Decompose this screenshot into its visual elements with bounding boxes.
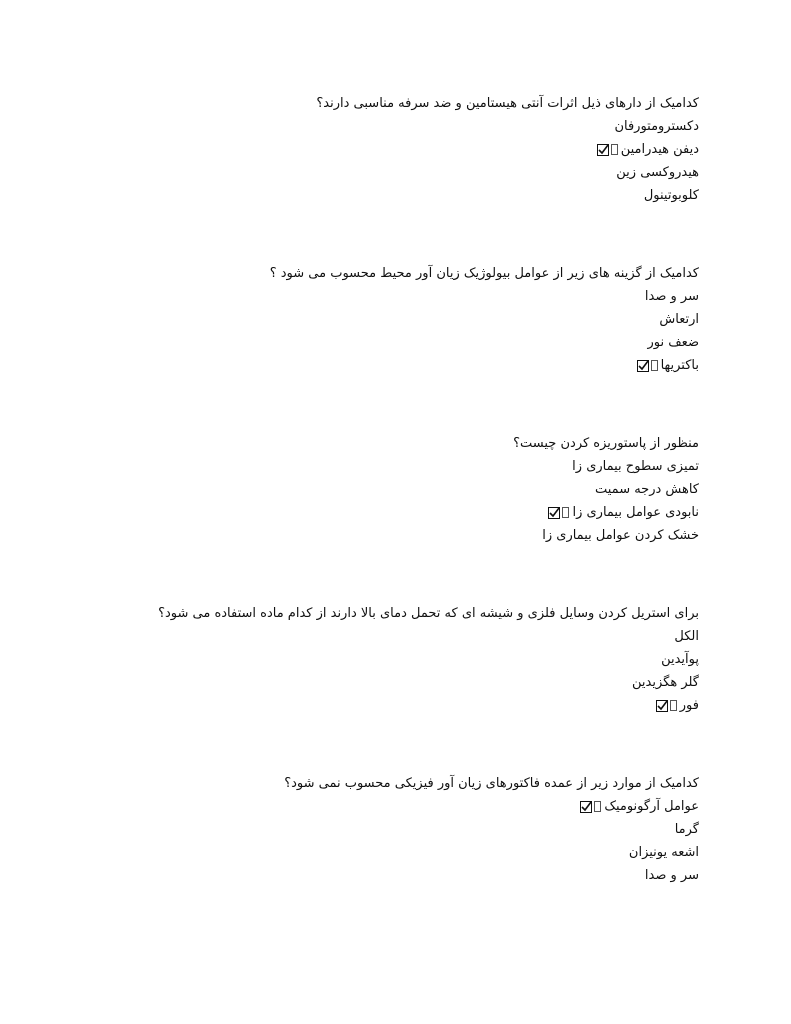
empty-box-icon [670,700,677,711]
option-label: اشعه یونیزان [628,845,699,860]
options-list [270,285,699,377]
checkbox-checked-icon [637,360,649,372]
question-text: کدامیک از دارهای ذیل اثرات آنتی هیستامین و ضد سرفه مناسبی دارند؟ [316,96,699,111]
correct-mark [580,801,601,813]
option-item [270,285,699,308]
option-label: ضعف نور [647,335,699,350]
option-label: ارتعاش [659,312,699,327]
option-label: سر و صدا [644,868,699,883]
question-4 [158,602,699,717]
option-item-correct [158,694,699,717]
option-label: دیفن هیدرامین [620,142,699,157]
option-label: الکل [674,629,699,644]
correct-mark [597,144,618,156]
option-item [513,455,699,478]
option-label: تمیزی سطوح بیماری زا [572,459,699,474]
options-list [513,455,699,547]
question-3 [513,432,699,547]
question-text: کدامیک از موارد زیر از عمده فاکتورهای زیان آور فیزیکی محسوب نمی شود؟ [284,776,699,791]
option-item-correct [316,138,699,161]
option-label: دکسترومتورفان [614,119,699,134]
question-1 [316,92,699,207]
option-label: سر و صدا [644,289,699,304]
empty-box-icon [562,507,569,518]
option-label: خشک کردن عوامل بیماری زا [542,528,699,543]
options-list [158,625,699,717]
option-label: پوآیدین [661,652,699,667]
option-item [513,524,699,547]
option-label: هیدروکسی زین [616,165,699,180]
option-item-correct [270,354,699,377]
empty-box-icon [651,360,658,371]
empty-box-icon [594,801,601,812]
option-item [270,331,699,354]
option-item [284,864,699,887]
checkbox-checked-icon [580,801,592,813]
empty-box-icon [611,144,618,155]
checkbox-checked-icon [548,507,560,519]
option-item [316,161,699,184]
option-item [158,625,699,648]
option-label: باکتریها [660,358,699,373]
question-2 [270,262,699,377]
checkbox-checked-icon [597,144,609,156]
option-item [158,648,699,671]
question-text: کدامیک از گزینه های زیر از عوامل بیولوژیک زیان آور محیط محسوب می شود ؟ [269,266,699,281]
question-text: منظور از پاستوریزه کردن چیست؟ [513,436,699,451]
question-5 [284,772,699,887]
correct-mark [637,360,658,372]
correct-mark [548,507,569,519]
option-item [316,115,699,138]
option-label: نابودی عوامل بیماری زا [572,505,699,520]
question-text: برای استریل کردن وسایل فلزی و شیشه ای که تحمل دمای بالا دارند از کدام ماده استفاده می شود؟ [158,606,699,621]
options-list [284,795,699,887]
option-label: فور [679,698,699,713]
option-item [270,308,699,331]
option-item [513,478,699,501]
option-item [284,818,699,841]
option-label: کاهش درجه سمیت [594,482,699,497]
correct-mark [656,700,677,712]
option-label: کلوبوتینول [643,188,699,203]
option-label: عوامل آرگونومیک [604,799,699,814]
option-item-correct [513,501,699,524]
option-item [158,671,699,694]
option-item-correct [284,795,699,818]
option-item [284,841,699,864]
option-item [316,184,699,207]
checkbox-checked-icon [656,700,668,712]
options-list [316,115,699,207]
option-label: گلر هگزیدین [632,675,699,690]
option-label: گرما [674,822,699,837]
